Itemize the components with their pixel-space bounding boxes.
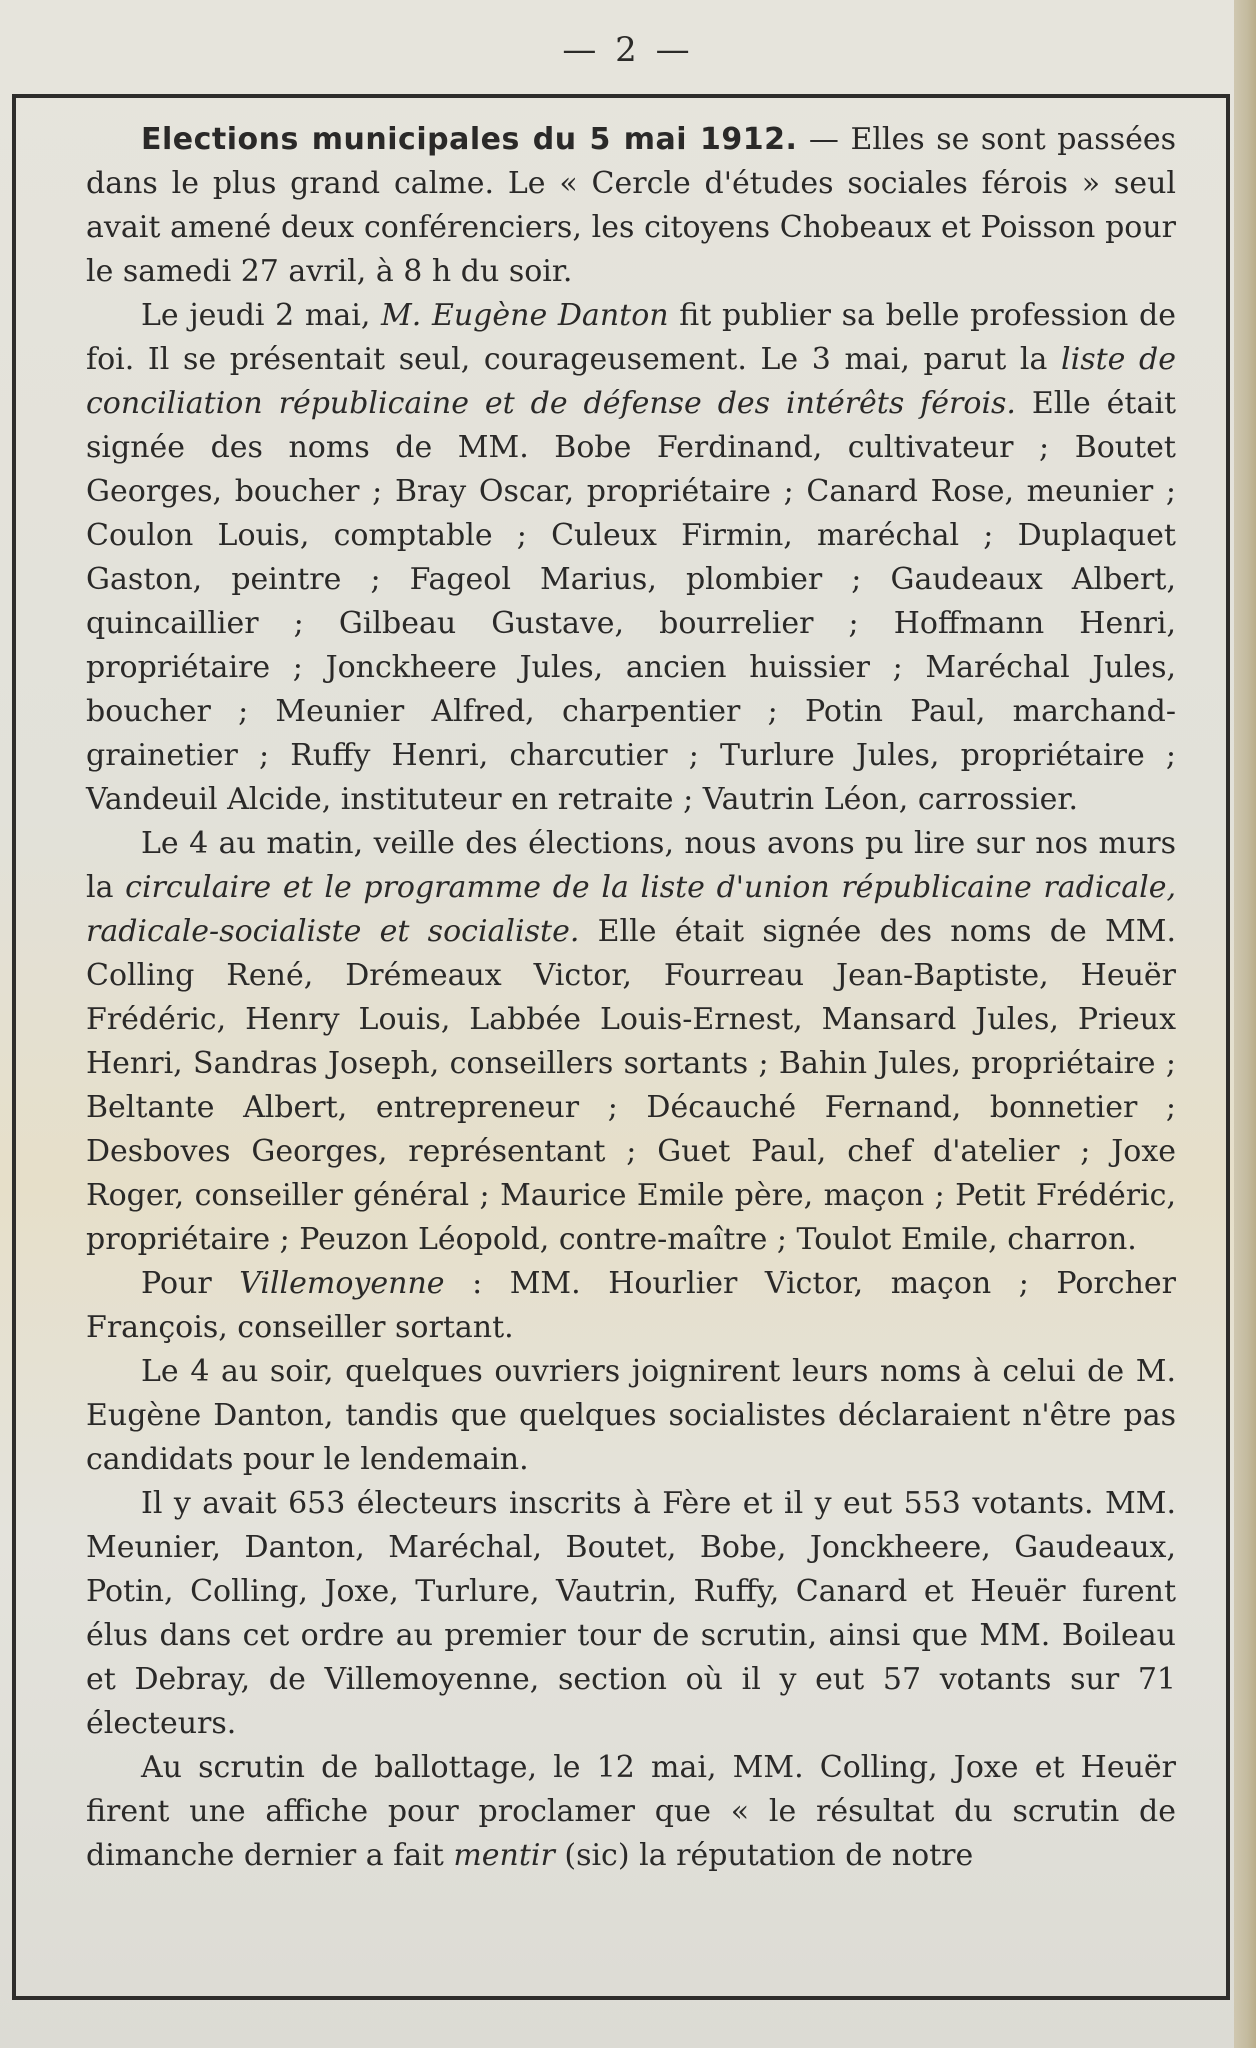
paragraph-text: fit publier sa belle profession de foi. Il se présentait seul, courageusement. Le 3 mai, parut la — [86, 298, 1176, 377]
paragraph-text: Pour — [141, 1266, 240, 1301]
article-paragraph — [86, 1746, 1176, 1878]
article-headline: Elections municipales du 5 mai 1912. — [141, 122, 798, 157]
article-paragraph — [86, 1482, 1176, 1746]
paragraph-text: — Elles se sont passées dans le plus grand calme. Le « Cercle d'études sociales férois » seul avait amené deux conférenciers, les citoyens Chobeaux et Poisson pour le samedi 27 avril, à 8 h du soir. — [86, 122, 1176, 289]
paragraph-text: (sic) la réputation de notre — [554, 1838, 974, 1873]
article-paragraph — [86, 1262, 1176, 1350]
paragraph-text: Le 4 au soir, quelques ouvriers joignirent leurs noms à celui de M. Eugène Danton, tandis que quelques socialistes déclaraient n'être pas candidats pour le lendemain. — [86, 1354, 1176, 1477]
paragraph-text: : MM. Hourlier Victor, maçon ; Porcher François, conseiller sortant. — [86, 1266, 1176, 1345]
article-paragraph — [86, 1350, 1176, 1482]
italic-text: mentir — [453, 1838, 555, 1873]
italic-text: liste de conciliation républicaine et de défense des intérêts férois. — [86, 342, 1176, 421]
article-body — [86, 118, 1176, 1878]
italic-text: circulaire et le programme de la liste d'union républicaine radicale, radicale-socialiste et socialiste. — [86, 870, 1176, 949]
paragraph-text: Le 4 au matin, veille des élections, nous avons pu lire sur nos murs la — [86, 826, 1176, 905]
article-paragraph — [86, 118, 1176, 294]
paragraph-text: Elle était signée des noms de MM. Bobe Ferdinand, cultivateur ; Boutet Georges, boucher ; Bray Oscar, propriétaire ; Canard Rose, meunier ; Coulon Louis, comptable ; Culeux Firmin, maréchal ; Duplaquet Gaston, peintre ; Fageol Marius, plombier ; Gaudeaux Albert, quincaillier ; Gilbeau Gustave, bourrelier ; Hoffmann Henri, propriétaire ; Jonckheere Jules, ancien huissier ; Maréchal Jules, boucher ; Meunier Alfred, charpentier ; Potin Paul, marchand-grainetier ; Ruffy Henri, charcutier ; Turlure Jules, propriétaire ; Vandeuil Alcide, instituteur en retraite ; Vautrin Léon, carrossier. — [86, 386, 1176, 817]
page-edge-shadow — [1234, 0, 1256, 2048]
paragraph-text: Elle était signée des noms de MM. Colling René, Drémeaux Victor, Fourreau Jean-Baptiste, Heuër Frédéric, Henry Louis, Labbée Louis-Ernest, Mansard Jules, Prieux Henri, Sandras Joseph, conseillers sortants ; Bahin Jules, propriétaire ; Beltante Albert, entrepreneur ; Décauché Fernand, bonnetier ; Desboves Georges, représentant ; Guet Paul, chef d'atelier ; Joxe Roger, conseiller général ; Maurice Emile père, maçon ; Petit Frédéric, propriétaire ; Peuzon Léopold, contre-maître ; Toulot Emile, charron. — [86, 914, 1176, 1257]
article-paragraph — [86, 822, 1176, 1262]
italic-text: Villemoyenne — [239, 1266, 445, 1301]
paragraph-text: Au scrutin de ballottage, le 12 mai, MM. Colling, Joxe et Heuër firent une affiche pour proclamer que « le résultat du scrutin de dimanche dernier a fait — [86, 1750, 1176, 1873]
article-paragraph — [86, 294, 1176, 822]
paragraph-text: Il y avait 653 électeurs inscrits à Fère et il y eut 553 votants. MM. Meunier, Danton, Maréchal, Boutet, Bobe, Jonckheere, Gaudeaux, Potin, Colling, Joxe, Turlure, Vautrin, Ruffy, Canard et Heuër furent élus dans cet ordre au premier tour de scrutin, ainsi que MM. Boileau et Debray, de Villemoyenne, section où il y eut 57 votants sur 71 électeurs. — [86, 1486, 1176, 1741]
paragraph-text: Le jeudi 2 mai, — [141, 298, 382, 333]
italic-text: M. Eugène Danton — [381, 298, 669, 333]
page-number: — 2 — — [562, 30, 694, 70]
